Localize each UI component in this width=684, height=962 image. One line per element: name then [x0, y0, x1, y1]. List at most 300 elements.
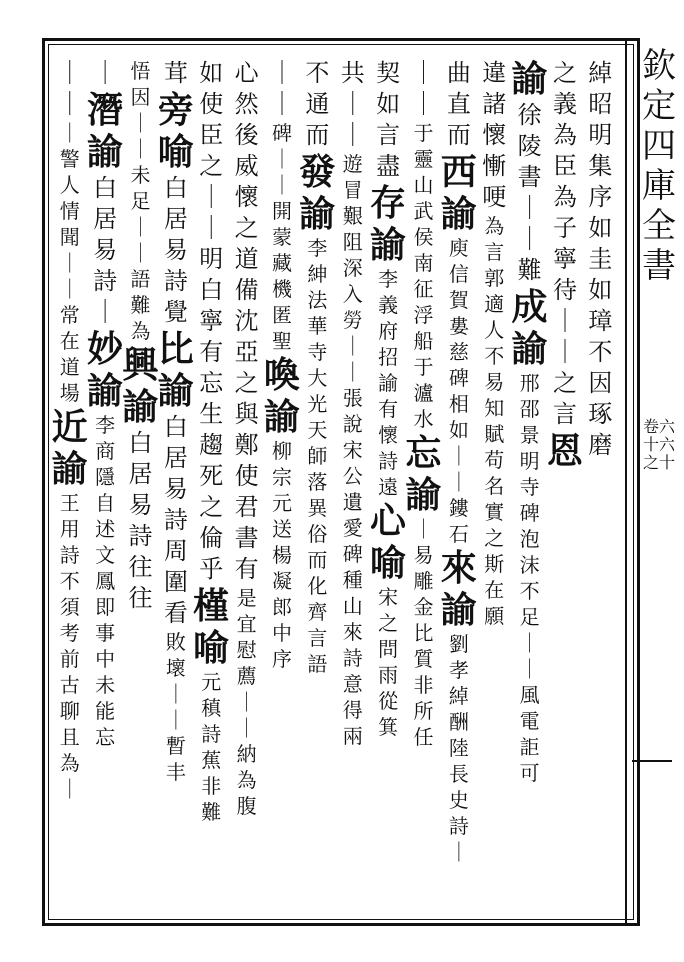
- text-char: 自: [95, 491, 116, 515]
- text-char: 不: [305, 59, 330, 87]
- text-char: 所: [413, 699, 434, 723]
- text-char: 暫: [165, 734, 186, 758]
- text-char: 機: [271, 277, 292, 301]
- text-char: ｜: [165, 682, 186, 706]
- text-char: 慰: [236, 638, 257, 662]
- text-char: 徐: [517, 101, 542, 129]
- text-char: 周: [163, 537, 188, 565]
- text-char: ｜: [130, 241, 151, 265]
- headword-char: 成: [511, 286, 548, 328]
- text-char: 詩: [342, 646, 363, 670]
- text-char: 李: [95, 413, 116, 437]
- text-char: ｜: [517, 194, 542, 222]
- text-char: 腹: [236, 794, 257, 818]
- headword-char: 諭: [157, 370, 194, 412]
- text-char: 待: [552, 276, 577, 304]
- text-char: 心: [234, 59, 259, 87]
- text-char: 鏤: [448, 496, 469, 520]
- text-char: 足: [519, 605, 540, 629]
- text-char: 居: [163, 444, 188, 472]
- text-char: 易: [128, 491, 153, 519]
- text-char: 後: [234, 121, 259, 149]
- text-char: 李: [378, 267, 399, 291]
- text-char: 遊: [342, 152, 363, 176]
- text-char: 靈: [413, 147, 434, 171]
- text-char: 匿: [271, 303, 292, 327]
- text-char: 慈: [448, 340, 469, 364]
- text-char: 箕: [378, 715, 399, 739]
- text-char: 警: [59, 147, 80, 171]
- text-char: 茸: [163, 59, 188, 87]
- text-char: 寧: [552, 245, 577, 273]
- text-char: 酬: [448, 710, 469, 734]
- text-char: 可: [519, 761, 540, 785]
- text-char: 非: [413, 673, 434, 697]
- text-char: 冒: [342, 178, 363, 202]
- text-char: 悟: [130, 59, 151, 83]
- text-char: 威: [234, 152, 259, 180]
- text-char: 之: [484, 526, 505, 550]
- text-char: 諸: [482, 90, 507, 118]
- text-char: 情: [59, 199, 80, 223]
- headword-char: 諭: [263, 396, 300, 438]
- text-char: 王: [59, 491, 80, 515]
- text-char: 義: [378, 293, 399, 317]
- text-char: 光: [307, 392, 328, 416]
- text-char: 序: [588, 183, 613, 211]
- margin-rule: [625, 40, 627, 925]
- text-char: 如: [376, 90, 401, 118]
- text-column: [120, 0, 160, 860]
- text-char: 勞: [342, 308, 363, 332]
- text-char: 如: [588, 214, 613, 242]
- text-char: 意: [342, 672, 363, 696]
- text-char: 道: [234, 245, 259, 273]
- text-char: 人: [484, 318, 505, 342]
- text-char: 之: [199, 493, 224, 521]
- text-char: 白: [163, 413, 188, 441]
- headword-char: 諭: [370, 224, 407, 266]
- text-char: 賦: [484, 422, 505, 446]
- text-char: 稹: [201, 696, 222, 720]
- text-char: 種: [342, 568, 363, 592]
- text-char: ｜: [411, 59, 436, 87]
- headword-char: 喻: [157, 131, 194, 173]
- text-char: 序: [271, 647, 292, 671]
- text-char: 信: [448, 262, 469, 286]
- text-char: 綽: [448, 684, 469, 708]
- text-char: 白: [93, 174, 118, 202]
- text-char: 詎: [519, 735, 540, 759]
- text-column: [191, 0, 231, 860]
- text-char: 綽: [588, 59, 613, 87]
- text-char: 張: [342, 386, 363, 410]
- text-char: 來: [342, 620, 363, 644]
- headword-char: 恩: [546, 430, 583, 472]
- text-char: 居: [163, 205, 188, 233]
- text-char: 易: [93, 236, 118, 264]
- text-char: 璋: [588, 307, 613, 335]
- text-char: 紳: [307, 262, 328, 286]
- text-char: 薦: [236, 664, 257, 688]
- text-char: 名: [484, 474, 505, 498]
- text-char: ｜: [517, 225, 542, 253]
- text-char: ｜: [519, 657, 540, 681]
- text-char: 用: [59, 517, 80, 541]
- text-char: 非: [201, 774, 222, 798]
- text-char: 于: [413, 355, 434, 379]
- text-char: 白: [163, 174, 188, 202]
- text-char: 中: [95, 647, 116, 671]
- text-char: 因: [130, 85, 151, 109]
- text-char: 白: [128, 429, 153, 457]
- text-char: 郭: [484, 266, 505, 290]
- headword-char: 發: [299, 151, 336, 193]
- text-char: 明: [588, 121, 613, 149]
- text-char: 府: [378, 319, 399, 343]
- text-column: [368, 0, 408, 860]
- text-char: 曲: [446, 59, 471, 87]
- text-char: 共: [340, 59, 365, 87]
- text-char: 聖: [271, 329, 292, 353]
- headword-char: 諭: [440, 193, 477, 235]
- text-char: 納: [236, 742, 257, 766]
- text-char: 往: [128, 584, 153, 612]
- text-char: ｜: [448, 840, 469, 864]
- text-char: 為: [236, 768, 257, 792]
- text-char: 苟: [484, 448, 505, 472]
- text-char: 未: [130, 163, 151, 187]
- text-char: 有: [378, 397, 399, 421]
- text-char: 侯: [413, 225, 434, 249]
- text-char: 述: [95, 517, 116, 541]
- text-char: 中: [271, 621, 292, 645]
- text-char: 金: [413, 595, 434, 619]
- text-char: 大: [307, 366, 328, 390]
- text-char: 琢: [588, 400, 613, 428]
- text-char: 且: [59, 725, 80, 749]
- text-char: 言: [484, 240, 505, 264]
- text-char: 武: [413, 199, 434, 223]
- text-char: 從: [378, 689, 399, 713]
- text-char: 石: [448, 522, 469, 546]
- text-char: ｜: [236, 716, 257, 740]
- text-char: 得: [342, 698, 363, 722]
- text-char: 懷: [482, 121, 507, 149]
- text-char: 兩: [342, 724, 363, 748]
- text-char: 磨: [588, 431, 613, 459]
- text-char: ｜: [340, 90, 365, 118]
- text-char: ｜: [130, 215, 151, 239]
- text-char: 化: [307, 574, 328, 598]
- text-char: 詩: [163, 267, 188, 295]
- text-char: 愛: [342, 516, 363, 540]
- text-char: 前: [59, 647, 80, 671]
- text-char: 劉: [448, 632, 469, 656]
- text-char: 言: [552, 400, 577, 428]
- text-char: 婁: [448, 314, 469, 338]
- text-char: 慚: [482, 152, 507, 180]
- margin-book-title: 欽定四庫全書: [642, 46, 676, 286]
- text-char: 難: [517, 256, 542, 284]
- text-char: 覺: [163, 298, 188, 326]
- text-char: 詩: [448, 814, 469, 838]
- text-char: 異: [307, 496, 328, 520]
- text-char: 不: [519, 579, 540, 603]
- text-char: ｜: [271, 147, 292, 171]
- text-char: 違: [482, 59, 507, 87]
- headword-char: 比: [157, 328, 194, 370]
- text-char: 足: [130, 189, 151, 213]
- text-char: 浮: [413, 303, 434, 327]
- text-char: 送: [271, 517, 292, 541]
- text-char: 明: [199, 245, 224, 273]
- headword-char: 諭: [51, 448, 88, 490]
- text-char: 死: [199, 462, 224, 490]
- text-char: 碑: [342, 542, 363, 566]
- text-char: 元: [201, 670, 222, 694]
- text-char: 易: [484, 370, 505, 394]
- headword-char: 槿: [193, 585, 230, 627]
- headword-char: 諭: [405, 474, 442, 516]
- headword-char: 諭: [299, 193, 336, 235]
- text-char: 居: [128, 460, 153, 488]
- text-char: ｜: [342, 360, 363, 384]
- headword-char: 來: [440, 547, 477, 589]
- text-char: 詩: [163, 506, 188, 534]
- text-char: 孝: [448, 658, 469, 682]
- text-char: 壞: [165, 656, 186, 680]
- text-char: 備: [234, 276, 259, 304]
- text-char: ｜: [269, 59, 294, 87]
- text-char: 易: [163, 475, 188, 503]
- text-char: 之: [234, 369, 259, 397]
- text-char: ｜: [199, 214, 224, 242]
- headword-char: 諭: [122, 386, 159, 428]
- text-char: 詩: [201, 722, 222, 746]
- text-char: 有: [199, 338, 224, 366]
- text-char: 郎: [271, 595, 292, 619]
- text-char: 艱: [342, 204, 363, 228]
- headword-char: 忘: [405, 432, 442, 474]
- text-char: ｜: [130, 137, 151, 161]
- headword-char: 興: [122, 344, 159, 386]
- text-char: 生: [199, 400, 224, 428]
- text-char: 詩: [93, 267, 118, 295]
- text-char: 陵: [517, 132, 542, 160]
- text-char: 遠: [378, 475, 399, 499]
- text-char: 義: [552, 90, 577, 118]
- text-column: [510, 0, 550, 860]
- text-char: ｜: [59, 121, 80, 145]
- text-char: 邵: [519, 397, 540, 421]
- text-char: 之: [552, 59, 577, 87]
- text-char: 于: [413, 121, 434, 145]
- text-char: 之: [234, 214, 259, 242]
- text-char: ｜: [448, 470, 469, 494]
- text-char: 元: [271, 491, 292, 515]
- text-char: 盡: [376, 152, 401, 180]
- text-char: ｜: [57, 59, 82, 87]
- text-char: 而: [446, 121, 471, 149]
- text-char: 知: [484, 396, 505, 420]
- text-char: 之: [378, 611, 399, 635]
- text-char: 語: [130, 267, 151, 291]
- text-char: 能: [95, 699, 116, 723]
- text-char: 考: [59, 621, 80, 645]
- text-char: 願: [484, 604, 505, 628]
- text-char: 因: [588, 369, 613, 397]
- text-char: 難: [130, 293, 151, 317]
- text-char: 落: [307, 470, 328, 494]
- headword-char: 妙: [87, 328, 124, 370]
- text-char: 未: [95, 673, 116, 697]
- text-char: 懷: [378, 423, 399, 447]
- text-char: 是: [236, 586, 257, 610]
- text-char: 南: [413, 251, 434, 275]
- text-char: 凝: [271, 569, 292, 593]
- text-char: 宋: [378, 585, 399, 609]
- text-column: [474, 0, 514, 860]
- text-char: 不: [484, 344, 505, 368]
- text-char: 詩: [128, 522, 153, 550]
- headword-char: 諭: [511, 328, 548, 370]
- text-char: 敗: [165, 630, 186, 654]
- text-char: 為: [59, 751, 80, 775]
- text-char: ｜: [552, 338, 577, 366]
- text-char: 史: [448, 788, 469, 812]
- text-char: 山: [342, 594, 363, 618]
- headword-char: 心: [370, 500, 407, 542]
- text-char: 使: [234, 462, 259, 490]
- headword-char: 諭: [87, 131, 124, 173]
- text-char: 須: [59, 595, 80, 619]
- text-char: 公: [342, 464, 363, 488]
- text-char: 碑: [519, 501, 540, 525]
- text-column: [227, 0, 267, 860]
- text-char: 懷: [234, 183, 259, 211]
- text-char: 師: [307, 444, 328, 468]
- text-char: 言: [307, 626, 328, 650]
- text-char: 長: [448, 762, 469, 786]
- text-char: 天: [307, 418, 328, 442]
- text-char: 相: [448, 392, 469, 416]
- text-char: ｜: [165, 708, 186, 732]
- text-char: 法: [307, 288, 328, 312]
- text-char: 詩: [378, 449, 399, 473]
- text-char: 柳: [271, 439, 292, 463]
- text-char: 聊: [59, 699, 80, 723]
- text-char: ｜: [519, 631, 540, 655]
- text-char: 華: [307, 314, 328, 338]
- text-column: [262, 0, 302, 860]
- text-char: 庾: [448, 236, 469, 260]
- text-column: [333, 0, 373, 860]
- text-column: [156, 0, 196, 860]
- text-column: [439, 0, 479, 864]
- text-char: 有: [234, 555, 259, 583]
- text-char: 使: [199, 90, 224, 118]
- text-char: 明: [519, 449, 540, 473]
- text-char: 藏: [271, 251, 292, 275]
- text-char: 圍: [163, 568, 188, 596]
- text-char: ｜: [57, 90, 82, 118]
- text-char: ｜: [130, 111, 151, 135]
- text-char: ｜: [93, 298, 118, 326]
- text-char: 碑: [448, 366, 469, 390]
- text-char: 不: [588, 338, 613, 366]
- text-char: 書: [517, 163, 542, 191]
- text-char: 邢: [519, 371, 540, 395]
- text-char: 沫: [519, 553, 540, 577]
- text-char: 在: [484, 578, 505, 602]
- text-char: 哽: [482, 183, 507, 211]
- text-char: ｜: [236, 690, 257, 714]
- headword-char: 諭: [87, 370, 124, 412]
- text-char: 雕: [413, 569, 434, 593]
- text-char: 在: [59, 329, 80, 353]
- text-char: 適: [484, 292, 505, 316]
- text-char: 俗: [307, 522, 328, 546]
- text-char: 文: [95, 543, 116, 567]
- headword-char: 存: [370, 182, 407, 224]
- text-char: 君: [234, 493, 259, 521]
- text-char: 蒙: [271, 225, 292, 249]
- text-char: 陸: [448, 736, 469, 760]
- text-char: 問: [378, 637, 399, 661]
- text-char: 趨: [199, 431, 224, 459]
- text-char: ｜: [59, 277, 80, 301]
- text-char: 賀: [448, 288, 469, 312]
- text-char: ｜: [340, 121, 365, 149]
- text-char: 書: [234, 524, 259, 552]
- text-char: 風: [519, 683, 540, 707]
- text-char: 丰: [165, 760, 186, 784]
- text-char: 景: [519, 423, 540, 447]
- text-char: 道: [59, 355, 80, 379]
- text-char: 諭: [378, 371, 399, 395]
- headword-char: 西: [440, 151, 477, 193]
- text-char: 易: [163, 236, 188, 264]
- text-char: 臣: [552, 152, 577, 180]
- text-char: 居: [93, 205, 118, 233]
- text-column: [297, 0, 337, 860]
- headword-char: 諭: [511, 58, 548, 100]
- text-char: 語: [307, 652, 328, 676]
- text-char: 宜: [236, 612, 257, 636]
- text-char: 場: [59, 381, 80, 405]
- text-char: 斯: [484, 552, 505, 576]
- headword-char: 喻: [370, 542, 407, 584]
- text-char: 亞: [234, 338, 259, 366]
- text-char: 臣: [199, 121, 224, 149]
- text-char: 如: [448, 418, 469, 442]
- text-char: ｜: [59, 251, 80, 275]
- text-char: 寧: [199, 307, 224, 335]
- text-char: 鳳: [95, 569, 116, 593]
- margin-tick-mark: [632, 760, 672, 762]
- text-column: [403, 0, 443, 860]
- text-char: ｜: [342, 334, 363, 358]
- text-char: ｜: [552, 307, 577, 335]
- text-char: 忘: [95, 725, 116, 749]
- text-char: 質: [413, 647, 434, 671]
- headword-char: 近: [51, 406, 88, 448]
- text-char: 如: [199, 59, 224, 87]
- text-char: 易: [413, 543, 434, 567]
- text-char: 楊: [271, 543, 292, 567]
- text-char: 遺: [342, 490, 363, 514]
